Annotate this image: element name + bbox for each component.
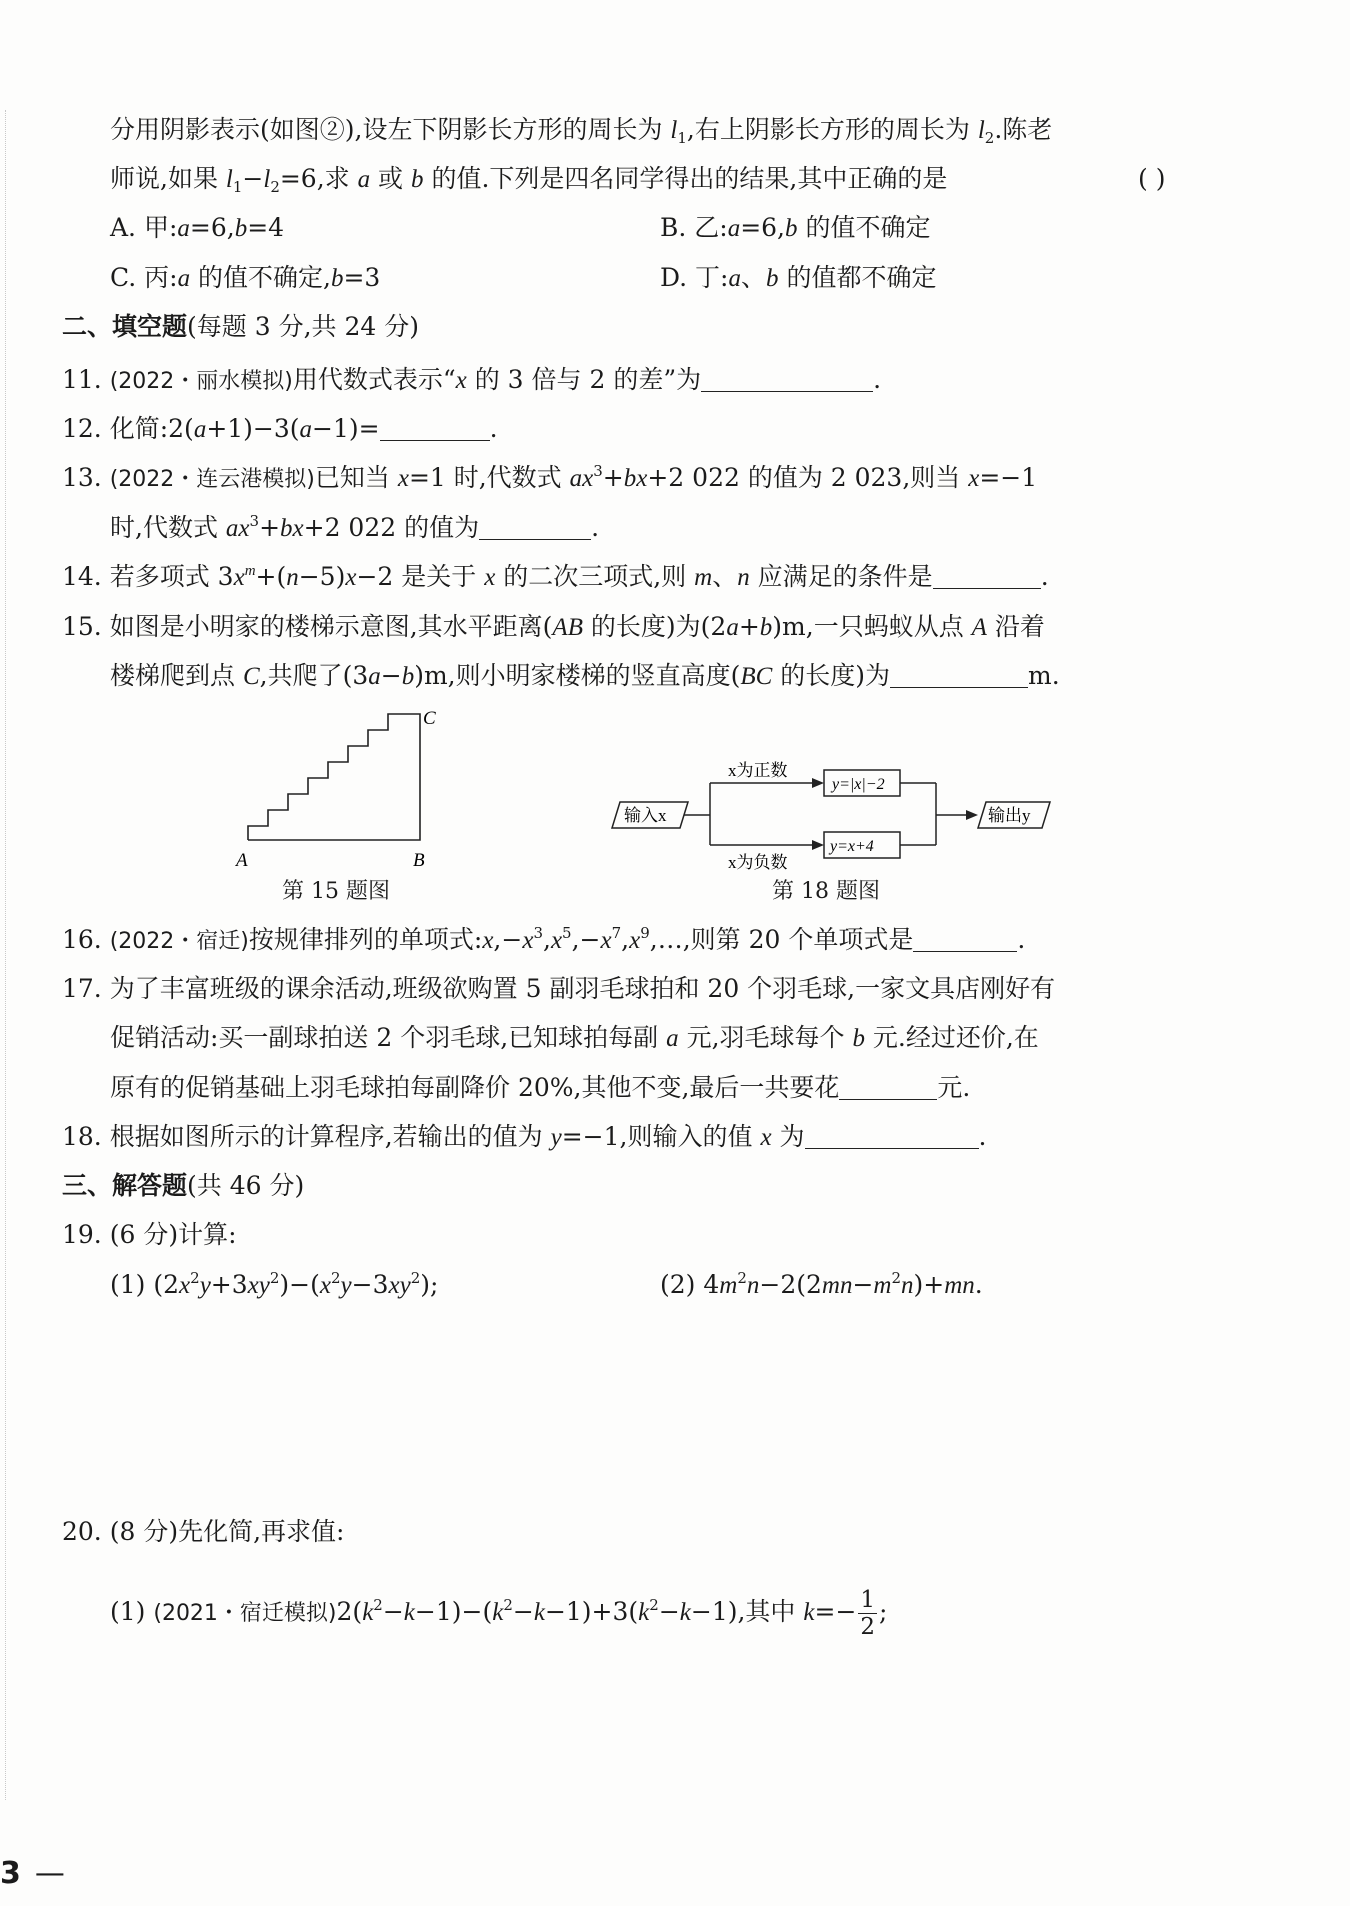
question-13-line2: 时,代数式 $ax^3+bx+2$ 022 的值为 . xyxy=(110,512,600,542)
formula-negative-box xyxy=(824,832,900,858)
svg-text:y=x+4: y=x+4 xyxy=(830,838,874,855)
question-18: 18. 根据如图所示的计算程序,若输出的值为 y=−1,则输入的值 x 为 . xyxy=(62,1122,987,1151)
q10-option-a[interactable]: A. 甲:a=6,b=4 xyxy=(110,213,285,242)
question-12: 12. 化简:2(a+1)−3(a−1)= . xyxy=(62,414,498,443)
q10-line1: 分用阴影表示(如图②),设左下阴影长方形的周长为 $l_1$,右上阴影长方形的周长为 $l_2$.陈老 xyxy=(110,115,1053,147)
answer-blank[interactable] xyxy=(839,1075,937,1100)
answer-blank[interactable] xyxy=(701,367,873,392)
q10-line2: 师说,如果 $l_1-l_2=6$,求 a 或 b 的值.下列是四名同学得出的结果,其中正确的是 xyxy=(110,164,948,196)
page-number: 3 — xyxy=(0,1856,65,1891)
svg-text:输出y: 输出y xyxy=(988,806,1031,825)
q10-option-b[interactable]: B. 乙:a=6,b 的值不确定 xyxy=(660,213,931,242)
answer-blank[interactable] xyxy=(913,927,1017,952)
figure-15-caption: 第 15 题图 xyxy=(282,879,390,904)
question-20-part1: (1) (2021・宿迁模拟)$2(k^2-k-1)-(k^2-k-1)+3(k^2-k-1)$,其中 k=− $\frac{1}{2}$ ; xyxy=(110,1587,888,1640)
svg-text:输入x: 输入x xyxy=(624,806,667,825)
formula-positive-box xyxy=(824,770,900,796)
q10-option-c[interactable]: C. 丙:a 的值不确定,b=3 xyxy=(110,263,381,292)
question-17-line3: 原有的促销基础上羽毛球拍每副降价 20%,其他不变,最后一共要花 元. xyxy=(110,1073,971,1102)
answer-blank[interactable] xyxy=(380,416,490,441)
question-19: 19. (6 分)计算: xyxy=(62,1220,237,1249)
question-19-part1: (1) $(2x^2y+3xy^2)-(x^2y-3xy^2)$; xyxy=(110,1269,439,1299)
answer-blank[interactable] xyxy=(933,564,1041,589)
question-11: 11. (2022・丽水模拟)用代数式表示“x 的 3 倍与 2 的差”为 . xyxy=(62,365,882,394)
flowchart-figure xyxy=(606,748,1056,878)
answer-blank[interactable] xyxy=(805,1124,979,1149)
question-15-line1: 15. 如图是小明家的楼梯示意图,其水平距离(AB 的长度)为(2a+b)m,一只蚂蚁从点 A 沿着 xyxy=(62,612,1045,641)
branch-positive-label: x为正数 xyxy=(728,761,788,780)
q10-option-d[interactable]: D. 丁:a、b 的值都不确定 xyxy=(660,263,937,292)
question-13-line1: 13. (2022・连云港模拟)已知当 x=1 时,代数式 $ax^3+bx+2$ 022 的值为 2 023,则当 x=−1 xyxy=(62,462,1038,492)
staircase-figure xyxy=(230,704,440,874)
label-b: B xyxy=(413,850,425,871)
question-14: 14. 若多项式 $3x^m+(n-5)x-2$ 是关于 x 的二次三项式,则 m、n 应满足的条件是 . xyxy=(62,562,1049,591)
output-node xyxy=(978,802,1050,828)
fraction-one-half: $\frac{1}{2}$ xyxy=(860,1587,876,1640)
figure-18-caption: 第 18 题图 xyxy=(772,879,880,904)
question-15-line2: 楼梯爬到点 C,共爬了(3a−b)m,则小明家楼梯的竖直高度(BC 的长度)为 m. xyxy=(110,661,1060,690)
question-20: 20. (8 分)先化简,再求值: xyxy=(62,1517,345,1546)
answer-paren[interactable]: ( ) xyxy=(1138,164,1166,193)
staircase-outline xyxy=(248,714,420,840)
section-heading-solutions: 三、解答题(共 46 分) xyxy=(62,1171,305,1200)
svg-text:y=|x|−2: y=|x|−2 xyxy=(832,776,885,793)
answer-blank[interactable] xyxy=(479,515,591,540)
answer-blank[interactable] xyxy=(890,663,1028,688)
input-node xyxy=(612,802,688,828)
label-a: A xyxy=(236,850,248,871)
question-17-line1: 17. 为了丰富班级的课余活动,班级欲购置 5 副羽毛球拍和 20 个羽毛球,一家文具店刚好有 xyxy=(62,974,1056,1003)
section-heading-fill-in: 二、填空题(每题 3 分,共 24 分) xyxy=(62,312,419,341)
branch-negative-label: x为负数 xyxy=(728,853,788,872)
question-16: 16. (2022・宿迁)按规律排列的单项式$:x,-x^3,x^5,-x^7,x^9,\dots$,则第 20 个单项式是 . xyxy=(62,924,1026,954)
label-c: C xyxy=(423,708,436,729)
question-17-line2: 促销活动:买一副球拍送 2 个羽毛球,已知球拍每副 a 元,羽毛球每个 b 元.经过还价,在 xyxy=(110,1023,1039,1052)
margin-line xyxy=(5,110,6,1800)
question-19-part2: (2) $4m^2n-2(2mn-m^2n)+mn$. xyxy=(660,1269,983,1299)
connector-lines xyxy=(684,783,968,845)
